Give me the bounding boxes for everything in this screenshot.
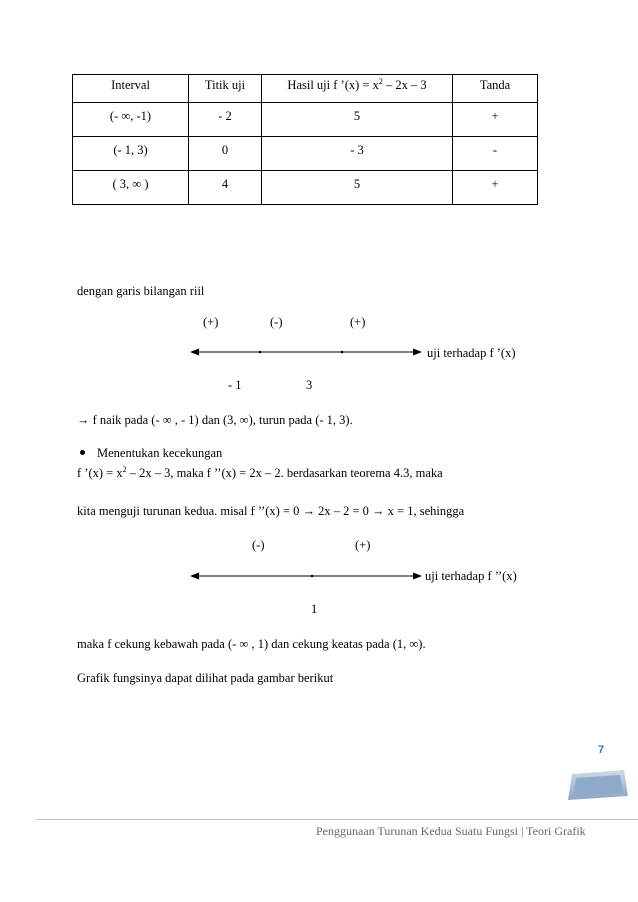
sign-label: (+) bbox=[350, 315, 366, 329]
header-test-point: Titik uji bbox=[189, 75, 262, 103]
cell-result: 5 bbox=[262, 103, 453, 137]
sign-label: (-) bbox=[252, 538, 265, 552]
bullet-icon bbox=[80, 450, 85, 455]
monotonic-conclusion: → f naik pada (- ∞ , - 1) dan (3, ∞), turun pada (- 1, 3). bbox=[77, 413, 353, 427]
number-line-label: uji terhadap f ’(x) bbox=[427, 346, 516, 360]
cell-interval: (- ∞, -1) bbox=[73, 103, 189, 137]
header-test-result: Hasil uji f ’(x) = $x^2 - 2x - 3$ bbox=[262, 75, 453, 103]
header-sign: Tanda bbox=[453, 75, 538, 103]
bullet-item: Menentukan kecekungan bbox=[80, 446, 222, 461]
cell-test-point: - 2 bbox=[189, 103, 262, 137]
concavity-conclusion: maka f cekung kebawah pada (- ∞ , 1) dan cekung keatas pada (1, ∞). bbox=[77, 637, 426, 651]
sign-test-table bbox=[72, 74, 538, 205]
number-line-second-derivative bbox=[190, 570, 422, 582]
cell-result: - 3 bbox=[262, 137, 453, 171]
critical-point: 1 bbox=[311, 602, 318, 616]
cell-test-point: 4 bbox=[189, 171, 262, 205]
critical-point: 3 bbox=[306, 378, 313, 392]
sign-label: (-) bbox=[270, 315, 283, 329]
critical-point: - 1 bbox=[228, 378, 242, 392]
footer-title: Penggunaan Turunan Kedua Suatu Fungsi | Teori Grafik bbox=[316, 824, 586, 838]
cell-test-point: 0 bbox=[189, 137, 262, 171]
cell-sign: + bbox=[453, 103, 538, 137]
number-line-label: uji terhadap f ’’(x) bbox=[425, 569, 517, 583]
cell-result: 5 bbox=[262, 171, 453, 205]
cell-interval: (- 1, 3) bbox=[73, 137, 189, 171]
page-number: 7 bbox=[598, 744, 605, 756]
table-header-row bbox=[73, 75, 538, 103]
cell-sign: - bbox=[453, 137, 538, 171]
cell-interval: ( 3, ∞ ) bbox=[73, 171, 189, 205]
second-derivative-line: f ’(x) = $x^2 - 2x - 3$, maka f ’’(x) = 2x – 2. berdasarkan teorema 4.3, maka bbox=[77, 465, 443, 480]
footer-divider bbox=[36, 819, 638, 820]
sign-label: (+) bbox=[203, 315, 219, 329]
sign-label: (+) bbox=[355, 538, 371, 552]
table-row bbox=[73, 103, 538, 137]
number-line-intro: dengan garis bilangan riil bbox=[77, 284, 205, 298]
graph-intro: Grafik fungsinya dapat dilihat pada gambar berikut bbox=[77, 671, 334, 685]
table-row bbox=[73, 171, 538, 205]
second-derivative-zero: kita menguji turunan kedua. misal f ’’(x) = 0 → 2x – 2 = 0 → x = 1, sehingga bbox=[77, 504, 465, 518]
header-interval: Interval bbox=[73, 75, 189, 103]
cell-sign: + bbox=[453, 171, 538, 205]
table-row bbox=[73, 137, 538, 171]
number-line-first-derivative bbox=[190, 346, 422, 358]
page-tab-decoration bbox=[566, 770, 632, 800]
